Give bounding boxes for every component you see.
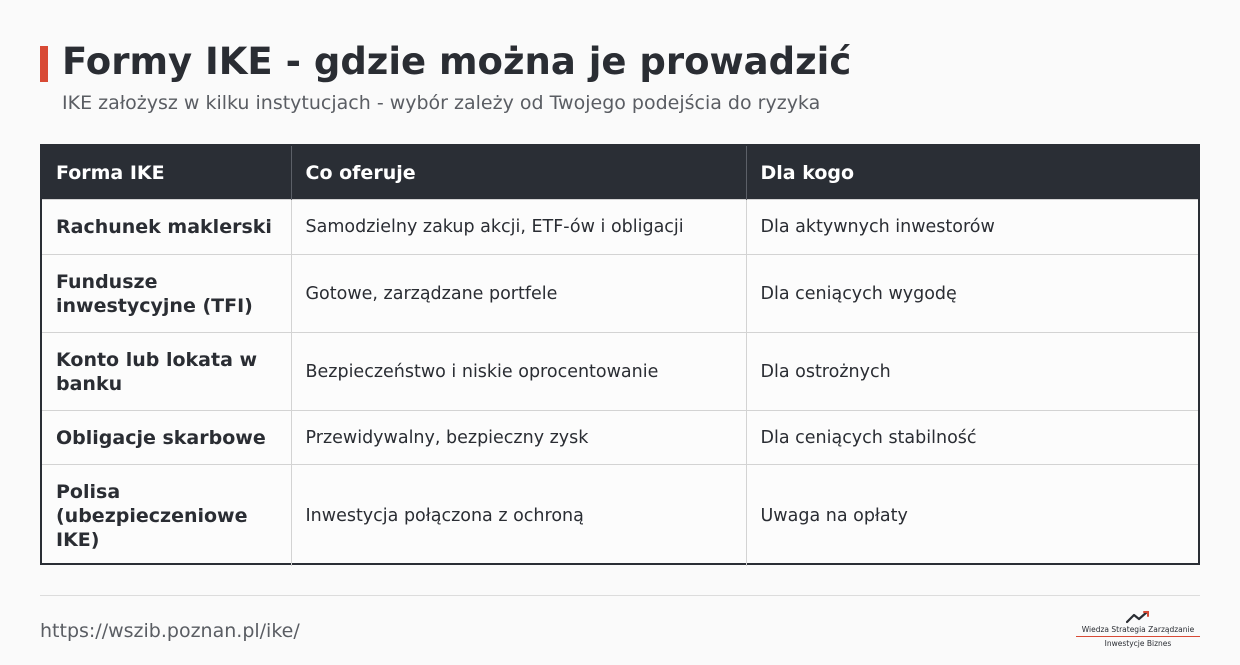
page-title: Formy IKE - gdzie można je prowadzić <box>62 40 852 83</box>
logo-text-line2: Inwestycje Biznes <box>1104 639 1172 648</box>
company-logo <box>1076 608 1200 652</box>
title-accent-bar <box>40 46 48 82</box>
ike-forms-table <box>40 144 1200 565</box>
column-header-oferuje: Co oferuje <box>291 146 746 200</box>
cell-oferuje: Bezpieczeństwo i niskie oprocentowanie <box>291 333 746 411</box>
cell-oferuje: Samodzielny zakup akcji, ETF-ów i obligacji <box>291 200 746 255</box>
cell-forma: Konto lub lokata w banku <box>42 333 291 411</box>
cell-forma: Fundusze inwestycyjne (TFI) <box>42 255 291 333</box>
cell-dla-kogo: Uwaga na opłaty <box>746 465 1198 567</box>
table-row <box>42 255 1198 333</box>
cell-oferuje: Gotowe, zarządzane portfele <box>291 255 746 333</box>
table-row <box>42 333 1198 411</box>
rising-chart-icon <box>1126 610 1152 624</box>
footer-divider <box>40 595 1200 596</box>
footer-url-link[interactable]: https://wszib.poznan.pl/ike/ <box>40 620 300 642</box>
cell-forma: Polisa (ubezpieczeniowe IKE) <box>42 465 291 567</box>
table-header-row <box>42 146 1198 200</box>
cell-forma: Rachunek maklerski <box>42 200 291 255</box>
table-row <box>42 411 1198 465</box>
cell-dla-kogo: Dla ceniących stabilność <box>746 411 1198 465</box>
cell-dla-kogo: Dla ostrożnych <box>746 333 1198 411</box>
column-header-forma: Forma IKE <box>42 146 291 200</box>
table-row <box>42 465 1198 567</box>
cell-forma: Obligacje skarbowe <box>42 411 291 465</box>
logo-rule <box>1076 636 1200 637</box>
table-row <box>42 200 1198 255</box>
cell-oferuje: Inwestycja połączona z ochroną <box>291 465 746 567</box>
page-subtitle: IKE założysz w kilku instytucjach - wybór zależy od Twojego podejścia do ryzyka <box>62 92 821 114</box>
cell-dla-kogo: Dla aktywnych inwestorów <box>746 200 1198 255</box>
cell-dla-kogo: Dla ceniących wygodę <box>746 255 1198 333</box>
column-header-dla-kogo: Dla kogo <box>746 146 1198 200</box>
cell-oferuje: Przewidywalny, bezpieczny zysk <box>291 411 746 465</box>
logo-text-line1: Wiedza Strategia Zarządzanie <box>1081 625 1195 634</box>
